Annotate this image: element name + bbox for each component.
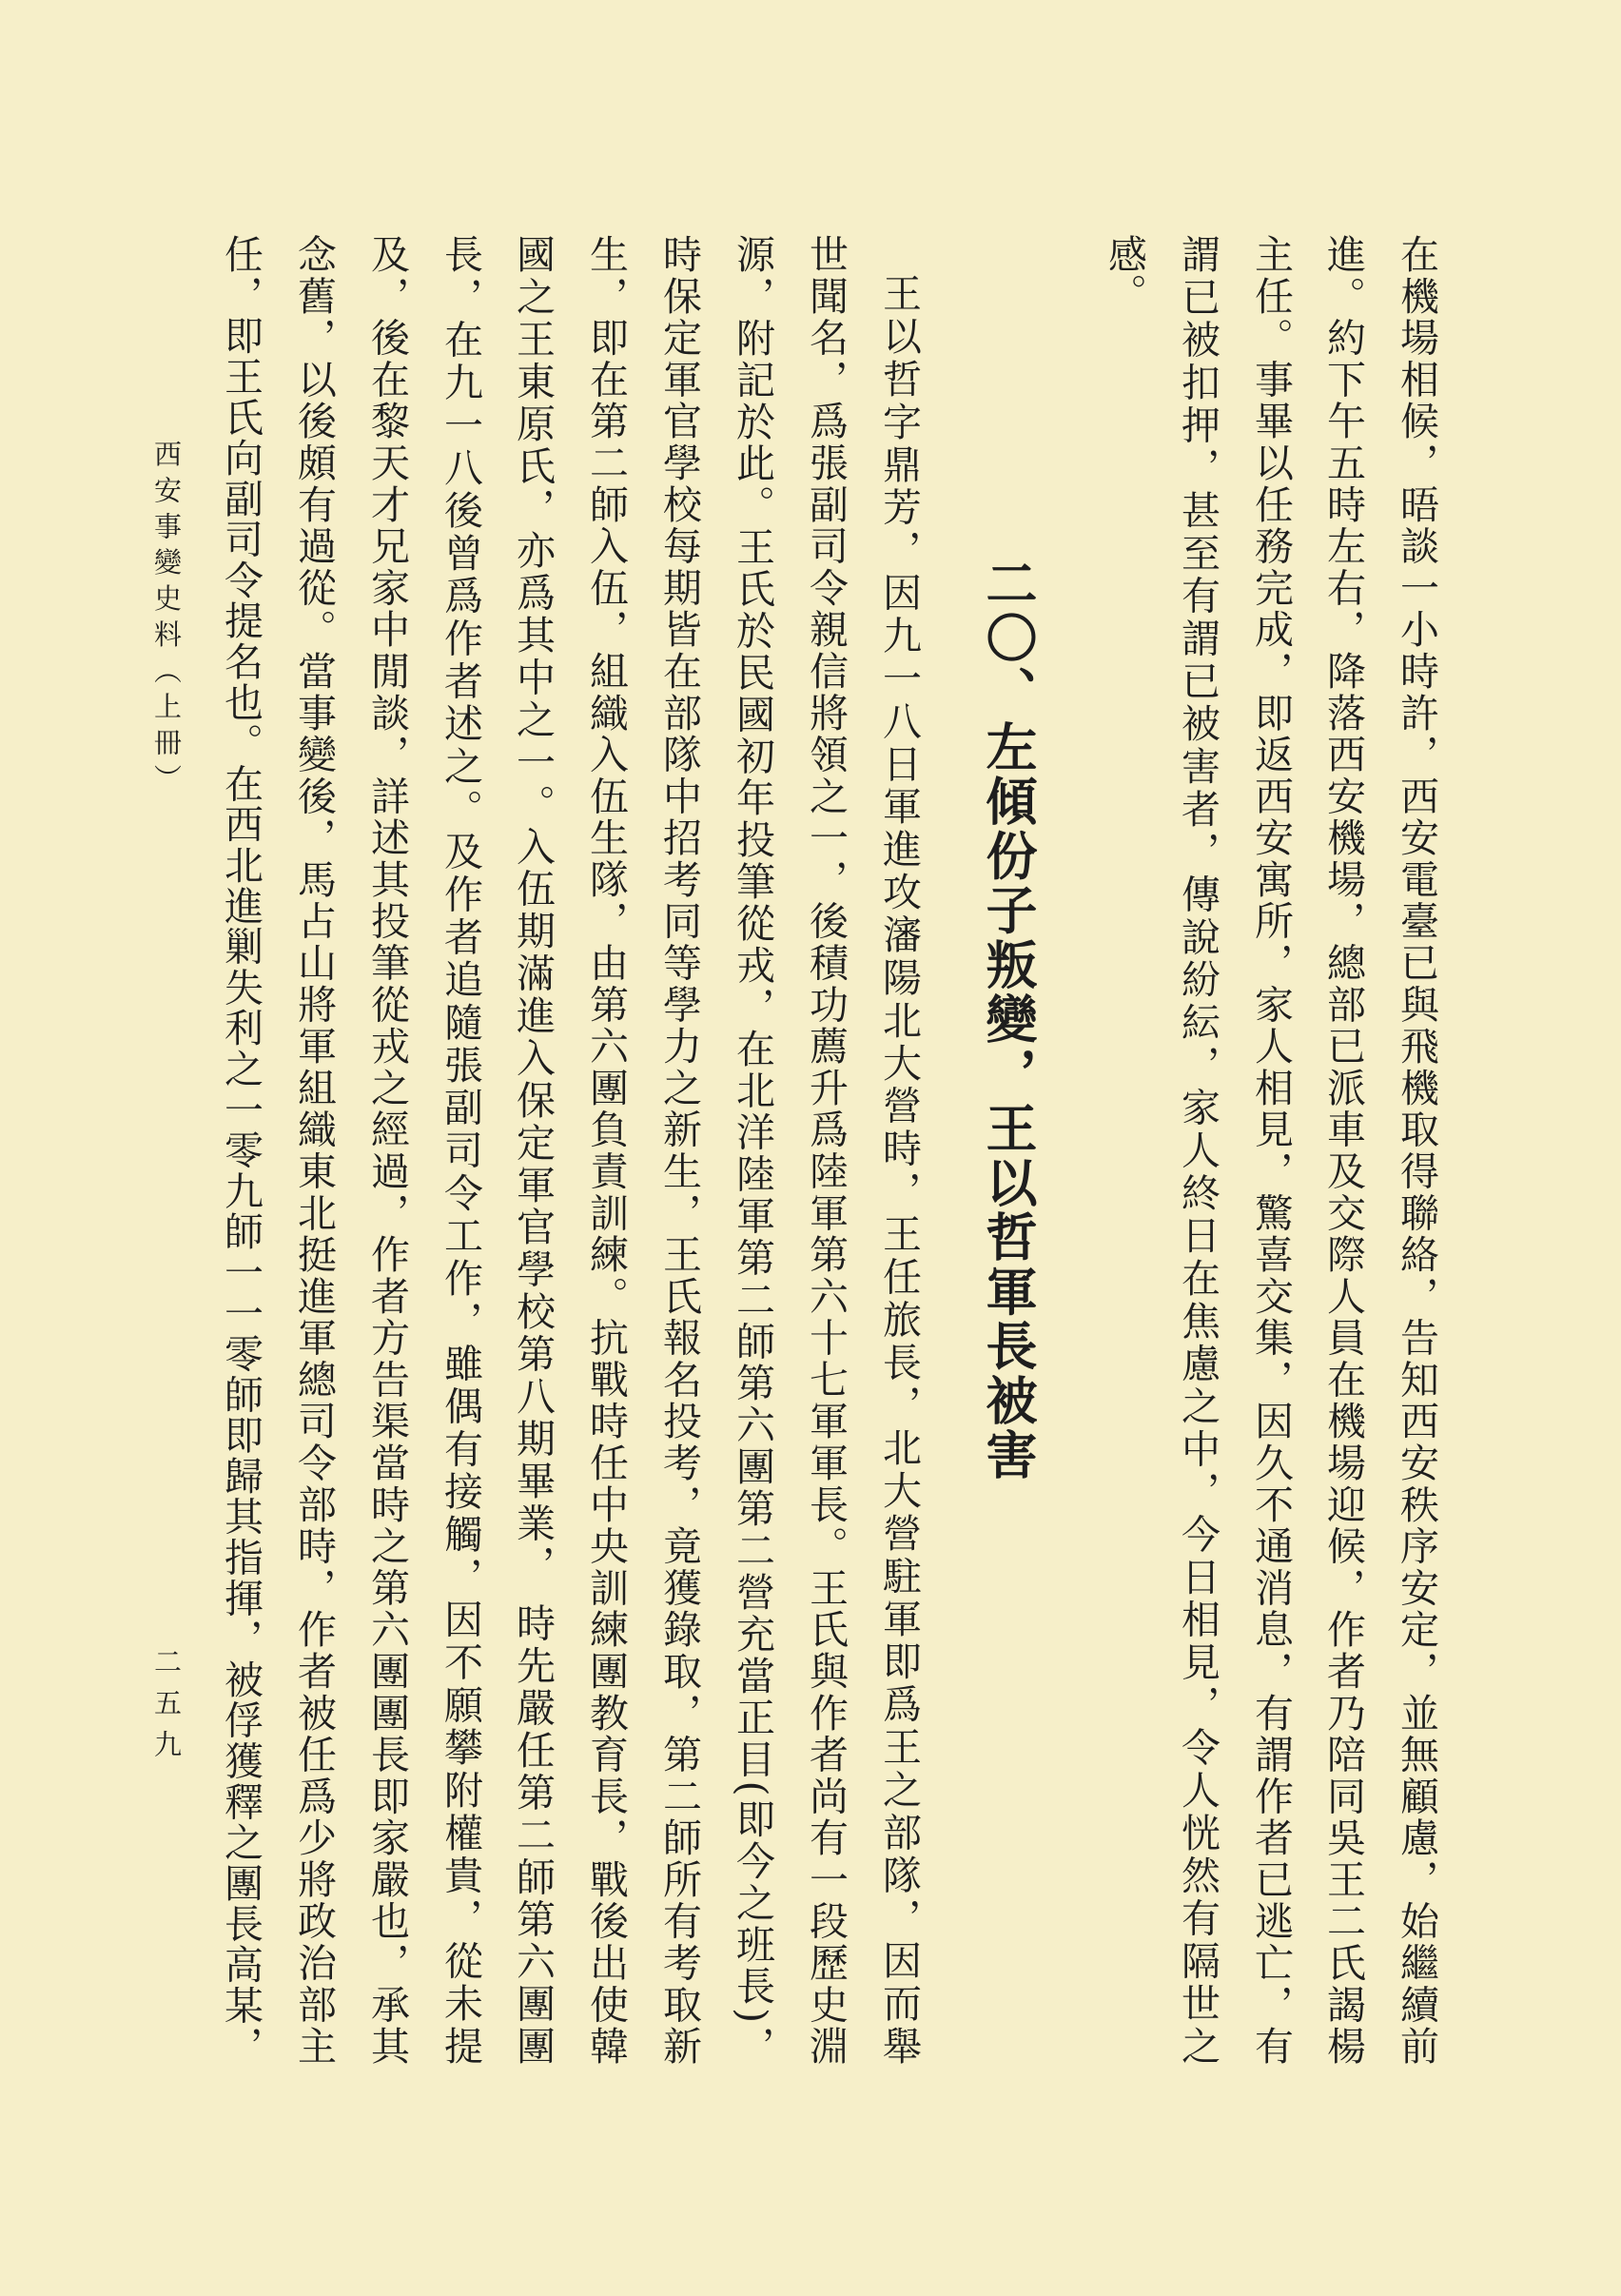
text-column: 長，在九一八後曾爲作者述之。及作者追隨張副司令工作，雖偶有接觸，因不願攀附權貴，從未提 <box>438 234 483 2065</box>
text-column: 主任。事畢以任務完成，即返西安寓所，家人相見，驚喜交集，因久不通消息，有謂作者已逃亡，有 <box>1248 234 1294 2065</box>
text-column: 感。 <box>1102 234 1147 312</box>
text-column: 謂已被扣押，甚至有謂已被害者，傳說紛紜，家人終日在焦慮之中，今日相見，令人恍然有隔世之 <box>1175 234 1221 2065</box>
text-column: 生，即在第二師入伍，組織入伍生隊，由第六團負責訓練。抗戰時任中央訓練團教育長，戰後出使韓 <box>583 234 629 2065</box>
section-heading: 二〇、左傾份子叛變，王以哲軍長被害 <box>978 557 1039 1480</box>
text-column: 時保定軍官學校每期皆在部隊中招考同等學力之新生，王氏報名投考，竟獲錄取，第二師所有考取新 <box>656 234 702 2065</box>
text-column: 世聞名，爲張副司令親信將領之一，後積功薦升爲陸軍第六十七軍軍長。王氏與作者尚有一段歷史淵 <box>803 234 849 2065</box>
text-column: 任，即王氏向副司令提名也。在西北進剿失利之一零九師一一零師即歸其指揮，被俘獲釋之團長高某， <box>218 234 264 2065</box>
text-column: 源，附記於此。王氏於民國初年投筆從戎，在北洋陸軍第二師第六團第二營充當正目(即今之班長)， <box>730 234 775 2065</box>
text-column: 進。約下午五時左右，降落西安機場，總部已派車及交際人員在機場迎候，作者乃陪同吳王二氏謁楊 <box>1320 234 1366 2065</box>
text-column: 國之王東原氏，亦爲其中之一。入伍期滿進入保定軍官學校第八期畢業， 時先嚴任第二師第六團團 <box>510 234 556 2065</box>
page-number: 二五九 <box>150 1647 183 1757</box>
text-column: 及，後在黎天才兄家中閒談，詳述其投筆從戎之經過，作者方告渠當時之第六團團長即家嚴也，承其 <box>364 234 410 2065</box>
text-column: 念舊，以後頗有過從。當事變後，馬占山將軍組織東北挺進軍總司令部時，作者被任爲少將政治部主 <box>291 234 337 2065</box>
text-column: 王以哲字鼎芳，因九一八日軍進攻瀋陽北大營時，王任旅長，北大營駐軍即爲王之部隊，因而舉 <box>876 273 922 2065</box>
text-column: 在機場相候，晤談一小時許，西安電臺已與飛機取得聯絡，告知西安秩序安定，並無顧慮，始繼續前 <box>1394 234 1439 2065</box>
running-footer-book-title: 西安事變史料（上冊） <box>150 440 183 792</box>
